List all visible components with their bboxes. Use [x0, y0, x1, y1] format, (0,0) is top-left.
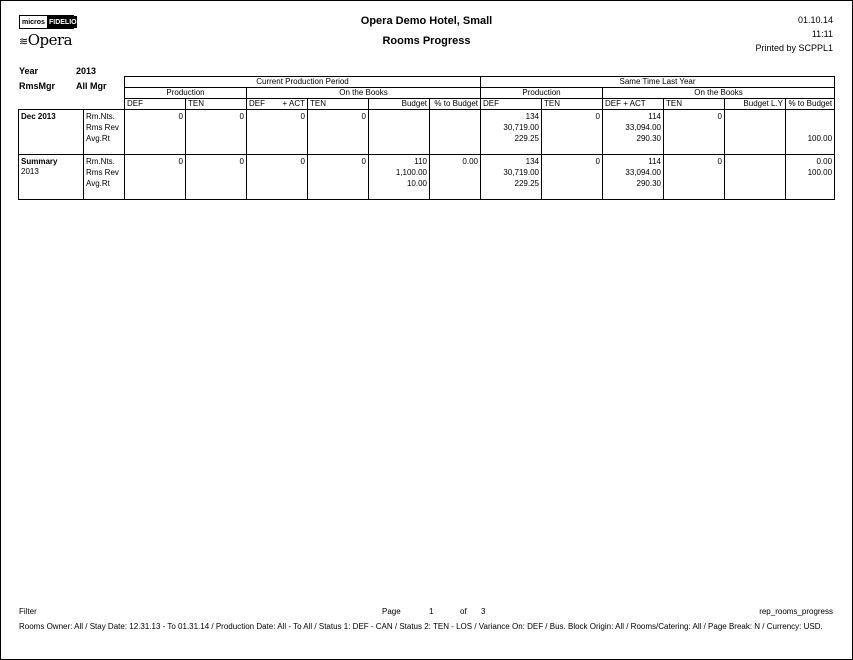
col-ten-ly: TEN: [542, 99, 603, 110]
cell-value: [127, 134, 183, 145]
hotel-name: Opera Demo Hotel, Small: [360, 15, 493, 27]
report-title: Rooms Progress: [382, 35, 471, 47]
cell-budget-ly: [725, 110, 786, 155]
cell-value: 10.00: [406, 179, 427, 188]
cell-value: 1,100.00: [395, 168, 427, 177]
col-act-text: + ACT: [282, 99, 305, 108]
cell-def-act: [247, 155, 308, 200]
cell-value: [432, 134, 478, 145]
cell-value: [544, 179, 600, 190]
mgr-value: All Mgr: [76, 81, 107, 91]
printed-by: Printed by SCPPL1: [755, 43, 833, 53]
logo-fidelio-text: FIDELIO: [47, 16, 77, 28]
cell-ten-books: [308, 110, 369, 155]
row-metrics: [84, 110, 125, 155]
cell-value: 0: [595, 112, 600, 121]
cell-value: 0: [717, 157, 722, 166]
cell-def-ly: [481, 155, 542, 200]
cell-value: [249, 134, 305, 145]
cell-value: [432, 112, 478, 123]
col-pct-budget-ly: % to Budget: [786, 99, 835, 110]
cell-def-ly: [481, 110, 542, 155]
cell-ten: [186, 155, 247, 200]
page-total: 3: [481, 607, 486, 616]
metric-avg-rt: Avg.Rt: [86, 179, 110, 188]
cell-value: [310, 168, 366, 179]
cell-def-act-ly: [603, 155, 664, 200]
cell-value: [127, 179, 183, 190]
page-number: 1: [429, 607, 434, 616]
cell-value: [310, 123, 366, 134]
section-on-books-ly: On the Books: [603, 88, 835, 99]
cell-value: 0: [595, 157, 600, 166]
cell-value: [788, 112, 832, 123]
cell-value: [310, 179, 366, 190]
cell-value: 229.25: [514, 134, 539, 143]
header-row-columns: [19, 99, 835, 110]
filter-label: Filter: [19, 607, 37, 616]
year-label: Year: [19, 66, 39, 76]
row-metrics: [84, 155, 125, 200]
cell-value: 229.25: [514, 179, 539, 188]
metric-rms-rev: Rms Rev: [86, 168, 119, 177]
cell-value: [371, 112, 427, 123]
cell-value: 33,094.00: [625, 168, 661, 177]
col-budget-ly: Budget L.Y: [725, 99, 786, 110]
col-def-text: DEF: [249, 99, 265, 108]
section-on-books: On the Books: [247, 88, 481, 99]
cell-value: 0: [178, 157, 183, 166]
cell-def: [125, 110, 186, 155]
cell-pct-budget-ly: [786, 110, 835, 155]
cell-value: 30,719.00: [503, 168, 539, 177]
cell-value: 114: [648, 157, 661, 166]
row-label: [19, 155, 84, 200]
mgr-label: RmsMgr: [19, 81, 56, 91]
cell-budget: [369, 110, 430, 155]
cell-pct-budget: [430, 155, 481, 200]
cell-def-act-ly: [603, 110, 664, 155]
header-corner: [19, 77, 125, 110]
cell-value: [727, 157, 783, 168]
cell-value: 134: [525, 112, 539, 121]
col-def: DEF: [125, 99, 186, 110]
cell-value: [310, 134, 366, 145]
cell-value: [371, 134, 427, 145]
page-of-label: of: [460, 607, 467, 616]
cell-value: 110: [414, 157, 427, 166]
cell-value: 30,719.00: [503, 123, 539, 132]
row-label: [19, 110, 84, 155]
cell-pct-budget: [430, 110, 481, 155]
cell-value: 33,094.00: [625, 123, 661, 132]
page-label: Page: [382, 607, 401, 616]
cell-value: [727, 134, 783, 145]
cell-value: 0: [239, 157, 244, 166]
cell-value: 290.30: [636, 179, 661, 188]
cell-value: 114: [648, 112, 661, 121]
col-pct-budget: % to Budget: [430, 99, 481, 110]
header-row-groups: [19, 77, 835, 88]
cell-value: 0: [300, 112, 305, 121]
cell-value: [127, 168, 183, 179]
cell-budget-ly: [725, 155, 786, 200]
col-def-act-ly: DEF + ACT: [603, 99, 664, 110]
cell-def: [125, 155, 186, 200]
opera-swoosh-icon: ≋: [19, 35, 28, 48]
col-def-act: [247, 99, 308, 110]
cell-value: [249, 179, 305, 190]
cell-value: [249, 123, 305, 134]
cell-value: [432, 168, 478, 179]
metric-rms-rev: Rms Rev: [86, 123, 119, 132]
cell-ten-ly: [542, 155, 603, 200]
filter-text: Rooms Owner: All / Stay Date: 12.31.13 - To 01.31.14 / Production Date: All - To All / Status 1: DEF - CAN / Status 2: TEN - LOS / Variance On: DEF / Bus. Block Origin: All / Rooms/Catering: All / Page Break: N / Currency: USD.: [19, 622, 823, 631]
rooms-progress-table: [18, 76, 835, 200]
group-same-time-last-year: Same Time Last Year: [481, 77, 835, 88]
cell-value: [727, 168, 783, 179]
cell-ten: [186, 110, 247, 155]
cell-value: 0.00: [462, 157, 478, 166]
cell-value: [544, 123, 600, 134]
cell-value: [666, 179, 722, 190]
cell-value: [544, 168, 600, 179]
cell-value: [371, 123, 427, 134]
cell-ten-books-ly: [664, 110, 725, 155]
metric-avg-rt: Avg.Rt: [86, 134, 110, 143]
report-time: 11:11: [811, 29, 833, 39]
cell-value: 0: [717, 112, 722, 121]
cell-value: 0.00: [816, 157, 833, 166]
cell-value: [432, 179, 478, 190]
cell-value: [727, 123, 783, 134]
metric-rm-nts: Rm.Nts.: [86, 112, 115, 121]
col-ten-books: TEN: [308, 99, 369, 110]
metric-rm-nts: Rm.Nts.: [86, 157, 115, 166]
logo-micros-text: micros: [22, 18, 45, 26]
cell-value: [188, 134, 244, 145]
cell-value: [188, 179, 244, 190]
cell-value: [727, 112, 783, 123]
header-row-sections: [19, 88, 835, 99]
cell-value: [432, 123, 478, 134]
cell-value: 0: [239, 112, 244, 121]
cell-value: [666, 123, 722, 134]
col-ten: TEN: [186, 99, 247, 110]
row-label-sub: 2013: [21, 167, 39, 176]
cell-pct-budget-ly: [786, 155, 835, 200]
cell-value: [788, 179, 832, 190]
cell-value: [188, 168, 244, 179]
report-date: 01.10.14: [797, 15, 833, 25]
report-name: rep_rooms_progress: [759, 607, 833, 616]
col-ten-books-ly: TEN: [664, 99, 725, 110]
section-production: Production: [125, 88, 247, 99]
cell-value: 0: [361, 157, 366, 166]
cell-value: [788, 123, 832, 134]
cell-value: 290.30: [636, 134, 661, 143]
cell-value: 0: [300, 157, 305, 166]
cell-value: 134: [525, 157, 539, 166]
section-production-ly: Production: [481, 88, 603, 99]
cell-ten-books-ly: [664, 155, 725, 200]
cell-ten-books: [308, 155, 369, 200]
cell-budget: [369, 155, 430, 200]
cell-def-act: [247, 110, 308, 155]
row-label-text: Dec 2013: [21, 112, 56, 121]
cell-value: 0: [178, 112, 183, 121]
cell-value: [188, 123, 244, 134]
cell-value: [249, 168, 305, 179]
cell-value: [544, 134, 600, 145]
table-row: [19, 155, 835, 200]
cell-value: [666, 168, 722, 179]
cell-value: [666, 134, 722, 145]
row-label-text: Summary: [21, 157, 58, 166]
col-def-ly: DEF: [481, 99, 542, 110]
opera-logo-text: Opera: [27, 31, 73, 49]
cell-value: 100.00: [807, 134, 833, 143]
col-budget: Budget: [369, 99, 430, 110]
cell-value: [127, 123, 183, 134]
table-row: [19, 110, 835, 155]
cell-value: 0: [361, 112, 366, 121]
year-value: 2013: [76, 66, 97, 76]
cell-ten-ly: [542, 110, 603, 155]
cell-value: [727, 179, 783, 190]
cell-value: 100.00: [807, 168, 833, 177]
group-current-period: Current Production Period: [125, 77, 481, 88]
